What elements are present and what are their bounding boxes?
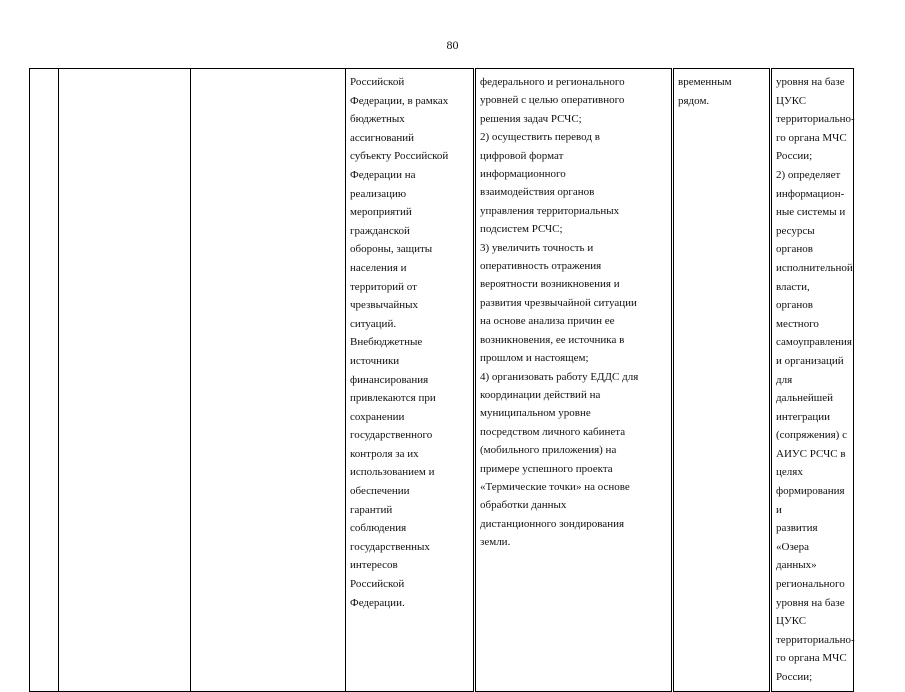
table-cell-col-7 [771, 69, 854, 692]
cell-text: временным рядом. [678, 76, 732, 107]
table-cell-col-5 [475, 69, 673, 692]
table-cell-col-3 [191, 69, 346, 692]
table-cell-col-1 [30, 69, 59, 692]
table-cell-col-2 [59, 69, 191, 692]
page-number: 80 [446, 38, 459, 52]
table-row [30, 69, 854, 692]
cell-text: федерального и регионального уровней с целью оперативного решения задач РСЧС; 2) осуществить перевод в цифровой формат информационного взаимодействия органов управления территориальных подсистем РСЧС; 3) увеличить точность и оперативность отражения вероятности возникновения и развития чрезвычайной ситуации на основе анализа причин ее возникновения, ее источника в прошлом и настоящем; 4) организовать работу ЕДДС для координации действий на муниципальном уровне посредством личного кабинета (мобильного приложения) на примере успешного проекта «Термические точки» на основе обработки данных дистанционного зондирования земли. [480, 76, 639, 549]
cell-text: уровня на базе ЦУКС территориально- го органа МЧС России; 2) определяет информацион- ные системы и ресурсы органов исполнительной власти, органов местного самоуправления и организаций для дальнейшей интеграции (сопряжения) с АИУС РСЧС в целях формирования и развития «Озера данных» регионального уровня на базе ЦУКС территориально- го органа МЧС России; [776, 76, 855, 683]
table-cell-col-6 [673, 69, 771, 692]
table-cell-col-4 [346, 69, 475, 692]
cell-text: Российской Федерации, в рамках бюджетных ассигнований субъекту Российской Федерации на реализацию мероприятий гражданской обороны, защиты населения и территорий от чрезвычайных ситуаций. Внебюджетные источники финансирования привлекаются при сохранении государственного контроля за их использованием и обеспечении гарантий соблюдения государственных интересов Российской Федерации. [350, 76, 449, 609]
document-table [29, 68, 854, 692]
